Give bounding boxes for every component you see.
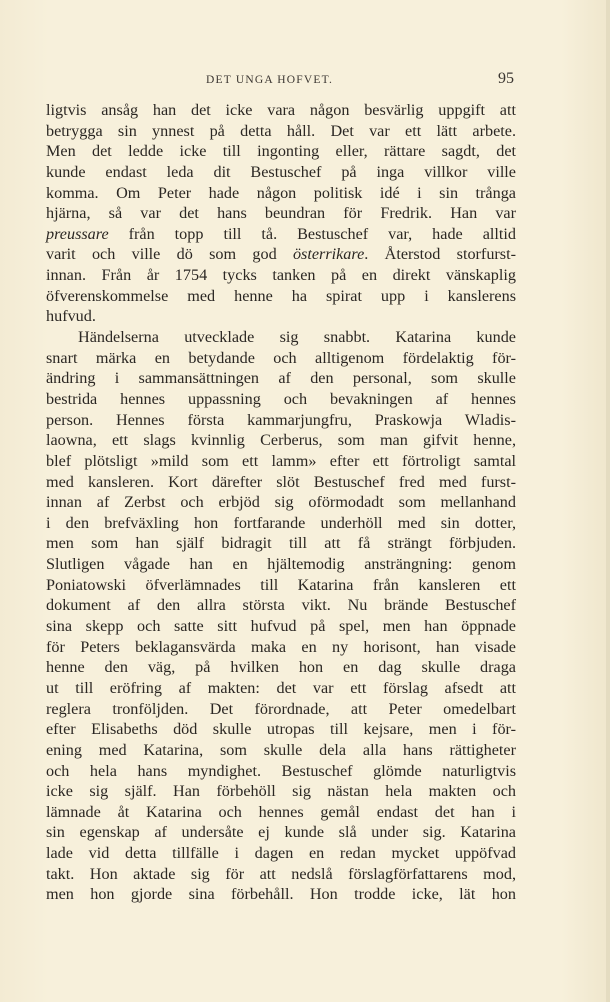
- text-line: dokument af den allra största vikt. Nu brände Bestuschef: [46, 596, 516, 615]
- text-line: öfverenskommelse med henne ha spirat upp i kanslerens: [46, 286, 516, 305]
- text-line: betrygga sin ynnest på detta håll. Det var ett lätt arbete.: [46, 121, 516, 140]
- text-line: henne den väg, på hvilken hon en dag skulle draga: [46, 658, 516, 677]
- text-line: Poniatowski öfverlämnades till Katarina från kansleren ett: [46, 575, 516, 594]
- text-line: Men det ledde icke till ingonting eller, rättare sagdt, det: [46, 142, 516, 161]
- text-run: . Återstod storfurst-: [364, 245, 516, 264]
- text-line: ligtvis ansåg han det icke vara någon besvärlig uppgift att: [46, 101, 516, 119]
- text-run: varit och ville dö som god: [46, 245, 293, 264]
- text-line: Händelserna utvecklade sig snabbt. Katarina kunde: [78, 328, 516, 347]
- text-line: hjärna, så var det hans beundran för Fredrik. Han var: [46, 204, 516, 223]
- text-line: snart märka en betydande och alltigenom fördelaktig för-: [46, 348, 516, 367]
- text-line: och hela hans myndighet. Bestuschef glömde naturligtvis: [46, 761, 516, 780]
- text-line: ening med Katarina, som skulle dela alla hans rättigheter: [46, 740, 516, 759]
- italic-word: preussare: [46, 224, 109, 243]
- text-line: sin egenskap af undersåte ej kunde slå under sig. Katarina: [46, 823, 516, 842]
- text-line: innan. Från år 1754 tycks tanken på en direkt vänskaplig: [46, 266, 516, 285]
- text-line: innan af Zerbst och erbjöd sig oförmodadt som mellanhand: [46, 493, 516, 512]
- text-line: laowna, ett slags kvinnlig Cerberus, som man gifvit henne,: [46, 431, 516, 450]
- text-line: Slutligen vågade han en hjältemodig ansträngning: genom: [46, 555, 516, 574]
- text-line: med kansleren. Kort därefter slöt Bestuschef fred med furst-: [46, 472, 516, 491]
- body-text: [46, 100, 516, 905]
- text-line: för Peters beklagansvärda maka en ny horisont, han visade: [46, 637, 516, 656]
- text-line: [46, 224, 516, 245]
- text-line: reglera tronföljden. Det förordnade, att Peter omedelbart: [46, 699, 516, 718]
- text-line: [46, 244, 516, 265]
- page-header: [46, 70, 516, 92]
- text-line: sina skepp och satte sitt hufvud på spel, men han öppnade: [46, 617, 516, 636]
- text-line: men hon gjorde sina förbehåll. Hon trodde icke, lät hon: [46, 885, 516, 904]
- running-title: DET UNGA HOFVET.: [206, 74, 334, 86]
- text-line: lämnade åt Katarina och hennes gemål endast det han i: [46, 802, 516, 821]
- italic-word: österrikare: [292, 245, 365, 264]
- text-line: bestrida hennes uppassning och bevakningen af hennes: [46, 389, 516, 408]
- text-line: komma. Om Peter hade någon politisk idé i sin trånga: [46, 183, 516, 202]
- text-line: efter Elisabeths död skulle utropas till kejsare, men i för-: [46, 720, 516, 739]
- text-line: i den brefväxling hon fortfarande underhöll med sin dotter,: [46, 513, 516, 532]
- text-line: ändring i sammansättningen af den personal, som skulle: [46, 369, 516, 388]
- text-line: ut till eröfring af makten: det var ett förslag afsedt att: [46, 678, 516, 697]
- text-line: blef plötsligt »mild som ett lamm» efter ett förtroligt samtal: [46, 451, 516, 470]
- text-line: person. Hennes första kammarjungfru, Praskowja Wladis-: [46, 410, 516, 429]
- text-line: lade vid detta tillfälle i dagen en redan mycket uppöfvad: [46, 844, 516, 863]
- text-line: takt. Hon aktade sig för att nedslå förslagförfattarens mod,: [46, 864, 516, 883]
- text-line: icke sig själf. Han förbehöll sig nästan hela makten och: [46, 782, 516, 801]
- text-line: men som han själf bidragit till att få strängt förbjuden.: [46, 534, 516, 553]
- page-edge: [606, 0, 610, 1002]
- text-run: från topp till tå. Bestuschef var, hade alltid: [108, 224, 516, 243]
- page-number: 95: [498, 70, 514, 87]
- text-line: kunde endast leda dit Bestuschef på inga villkor ville: [46, 162, 516, 181]
- text-line: hufvud.: [46, 307, 96, 326]
